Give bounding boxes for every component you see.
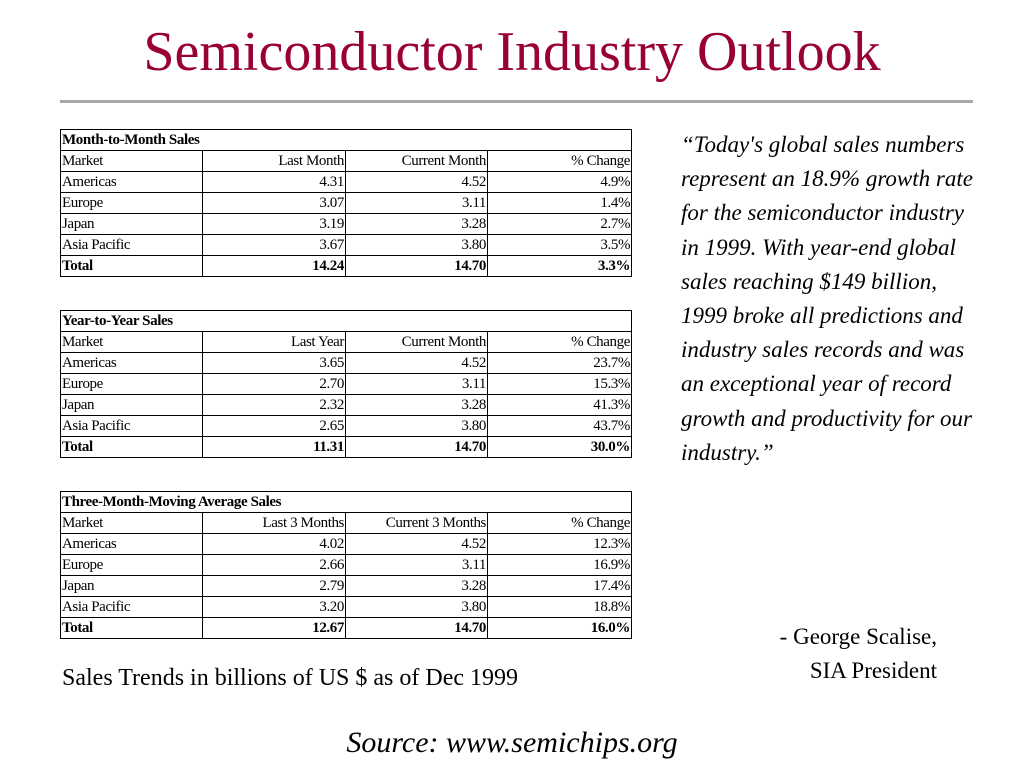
table-row: [61, 555, 632, 576]
value-cell: 41.3%: [488, 395, 632, 416]
table-row: [61, 214, 632, 235]
value-cell: 3.65: [203, 353, 346, 374]
value-cell: 4.52: [346, 172, 488, 193]
value-cell: 3.80: [346, 235, 488, 256]
value-cell: 3.67: [203, 235, 346, 256]
table-header-row: [61, 151, 632, 172]
value-cell: 14.70: [346, 618, 488, 639]
value-cell: 1.4%: [488, 193, 632, 214]
market-cell: Total: [61, 618, 203, 639]
value-cell: 2.79: [203, 576, 346, 597]
value-cell: 3.28: [346, 576, 488, 597]
value-cell: 2.66: [203, 555, 346, 576]
table-heading-row: [61, 311, 632, 332]
market-cell: Total: [61, 437, 203, 458]
value-cell: 16.0%: [488, 618, 632, 639]
value-cell: 3.07: [203, 193, 346, 214]
quote-attribution: [700, 620, 937, 688]
table-row: [61, 235, 632, 256]
value-cell: 43.7%: [488, 416, 632, 437]
value-cell: 23.7%: [488, 353, 632, 374]
month-to-month-table: [60, 129, 632, 277]
value-cell: 3.11: [346, 555, 488, 576]
table-total-row: [61, 256, 632, 277]
value-cell: Last Year: [203, 332, 346, 353]
value-cell: 3.19: [203, 214, 346, 235]
value-cell: 3.28: [346, 395, 488, 416]
quote-text: “Today's global sales numbers represent an 18.9% growth rate for the semiconductor industry in 1999. With year-end global sales reaching $149 billion, 1999 broke all predictions and industry sales records and was an exceptional year of record growth and productivity for our industry.”: [681, 132, 973, 465]
value-cell: 4.52: [346, 353, 488, 374]
table-heading-row: [61, 130, 632, 151]
value-cell: Current Month: [346, 151, 488, 172]
market-cell: Japan: [61, 576, 203, 597]
market-cell: Japan: [61, 214, 203, 235]
attribution-name: - George Scalise,: [779, 624, 937, 649]
value-cell: Current Month: [346, 332, 488, 353]
table-heading: Month-to-Month Sales: [61, 130, 632, 151]
market-cell: Americas: [61, 534, 203, 555]
value-cell: 2.70: [203, 374, 346, 395]
attribution-title: SIA President: [809, 658, 937, 683]
value-cell: 14.24: [203, 256, 346, 277]
market-cell: Asia Pacific: [61, 597, 203, 618]
value-cell: 3.11: [346, 374, 488, 395]
value-cell: 14.70: [346, 256, 488, 277]
table-total-row: [61, 618, 632, 639]
value-cell: 2.7%: [488, 214, 632, 235]
value-cell: 4.52: [346, 534, 488, 555]
market-cell: Europe: [61, 193, 203, 214]
market-cell: Market: [61, 513, 203, 534]
table-row: [61, 193, 632, 214]
value-cell: 3.80: [346, 416, 488, 437]
value-cell: 30.0%: [488, 437, 632, 458]
value-cell: 12.3%: [488, 534, 632, 555]
value-cell: 4.9%: [488, 172, 632, 193]
market-cell: Total: [61, 256, 203, 277]
title-divider: [60, 100, 973, 103]
value-cell: 14.70: [346, 437, 488, 458]
value-cell: Last 3 Months: [203, 513, 346, 534]
source-line: Source: www.semichips.org: [346, 726, 678, 759]
table-header-row: [61, 332, 632, 353]
value-cell: 2.32: [203, 395, 346, 416]
value-cell: 3.20: [203, 597, 346, 618]
value-cell: 15.3%: [488, 374, 632, 395]
table-heading-row: [61, 492, 632, 513]
market-cell: Asia Pacific: [61, 416, 203, 437]
market-cell: Asia Pacific: [61, 235, 203, 256]
value-cell: 11.31: [203, 437, 346, 458]
table-row: [61, 374, 632, 395]
table-row: [61, 353, 632, 374]
table-row: [61, 597, 632, 618]
value-cell: 4.02: [203, 534, 346, 555]
value-cell: 3.5%: [488, 235, 632, 256]
market-cell: Americas: [61, 172, 203, 193]
table-total-row: [61, 437, 632, 458]
value-cell: % Change: [488, 151, 632, 172]
tables-caption: Sales Trends in billions of US $ as of Dec 1999: [62, 665, 518, 691]
value-cell: 3.28: [346, 214, 488, 235]
value-cell: 18.8%: [488, 597, 632, 618]
market-cell: Market: [61, 332, 203, 353]
table-row: [61, 416, 632, 437]
value-cell: 12.67: [203, 618, 346, 639]
market-cell: Europe: [61, 374, 203, 395]
value-cell: 3.11: [346, 193, 488, 214]
value-cell: % Change: [488, 513, 632, 534]
value-cell: 2.65: [203, 416, 346, 437]
year-to-year-table: [60, 310, 632, 458]
table-row: [61, 172, 632, 193]
value-cell: % Change: [488, 332, 632, 353]
value-cell: 3.80: [346, 597, 488, 618]
value-cell: 17.4%: [488, 576, 632, 597]
value-cell: 3.3%: [488, 256, 632, 277]
market-cell: Americas: [61, 353, 203, 374]
slide-title: Semiconductor Industry Outlook: [143, 21, 881, 83]
value-cell: 4.31: [203, 172, 346, 193]
value-cell: 16.9%: [488, 555, 632, 576]
table-row: [61, 395, 632, 416]
market-cell: Europe: [61, 555, 203, 576]
market-cell: Market: [61, 151, 203, 172]
table-header-row: [61, 513, 632, 534]
market-cell: Japan: [61, 395, 203, 416]
table-heading: Three-Month-Moving Average Sales: [61, 492, 632, 513]
value-cell: Current 3 Months: [346, 513, 488, 534]
table-row: [61, 576, 632, 597]
table-row: [61, 534, 632, 555]
three-month-average-table: [60, 491, 632, 639]
table-heading: Year-to-Year Sales: [61, 311, 632, 332]
value-cell: Last Month: [203, 151, 346, 172]
